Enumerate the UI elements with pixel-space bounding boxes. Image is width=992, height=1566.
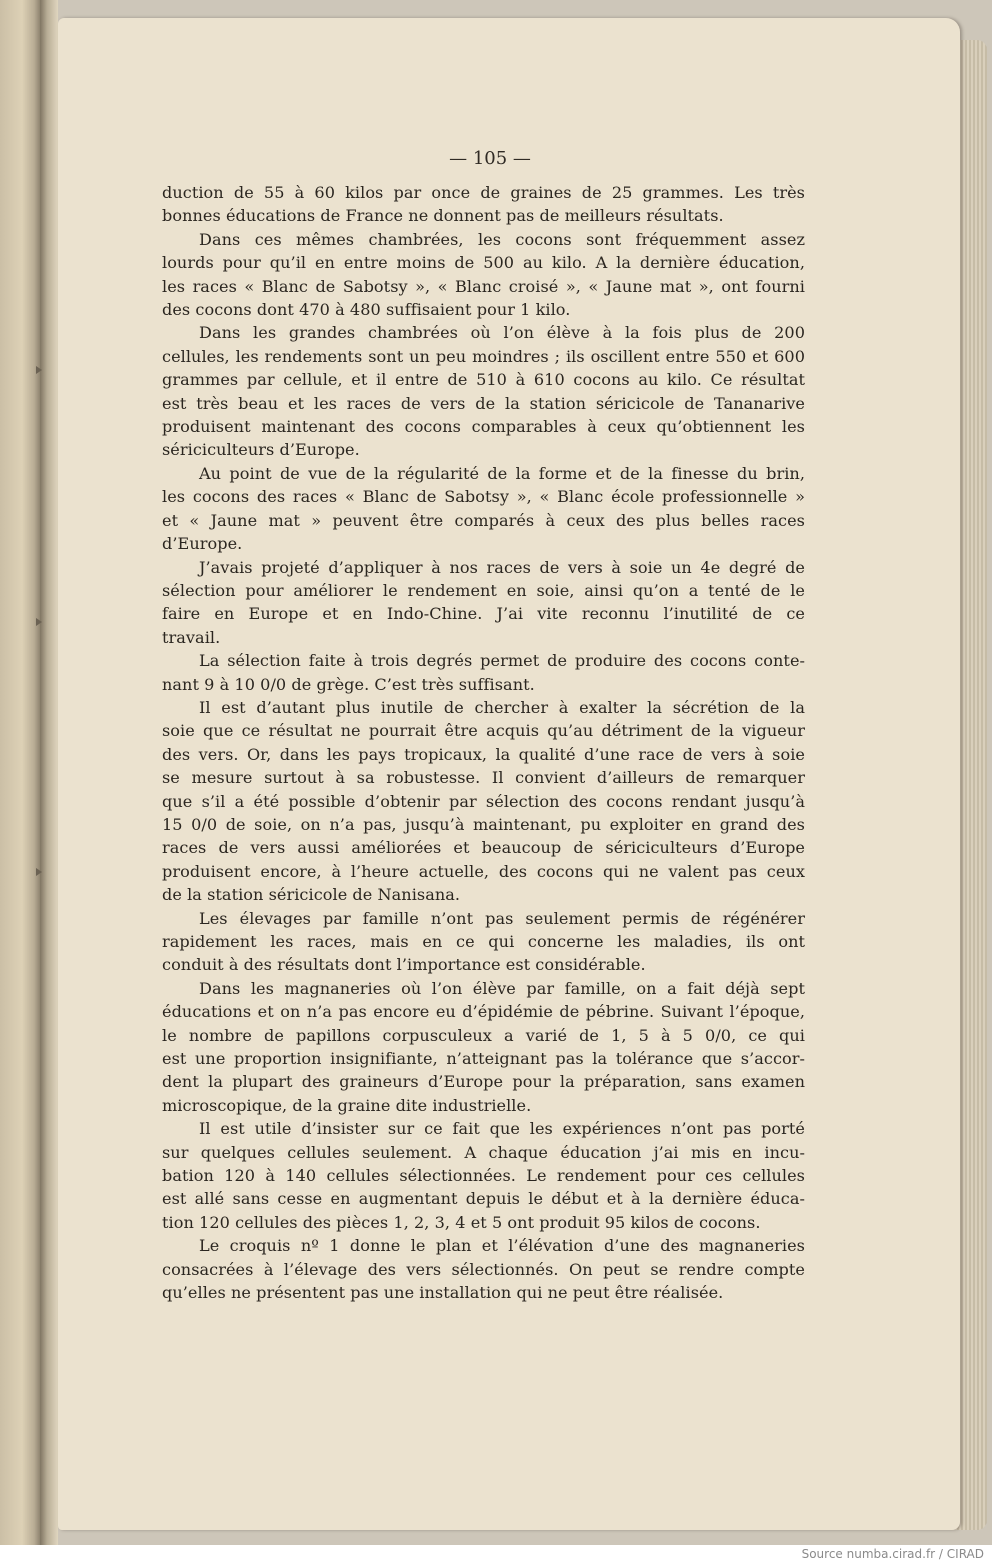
text-line: travail. xyxy=(162,627,221,647)
text-line: rapidement les races, mais en ce qui concerne les maladies, ils ont xyxy=(162,932,805,951)
text-line: le nombre de papillons corpusculeux a varié de 1, 5 à 5 0/0, ce qui xyxy=(162,1025,805,1045)
text-line: tion 120 cellules des pièces 1, 2, 3, 4 et 5 ont produit 95 kilos de cocons. xyxy=(162,1212,761,1232)
text-line: microscopique, de la graine dite industrielle. xyxy=(162,1095,532,1115)
text-line: et « Jaune mat » peuvent être comparés à ceux des plus belles races xyxy=(162,510,805,530)
text-line: est allé sans cesse en augmentant depuis le début et à la dernière éduca- xyxy=(162,1189,805,1209)
text-line: se mesure surtout à sa robustesse. Il convient d’ailleurs de remarquer xyxy=(162,768,805,788)
text-line: Au point de vue de la régularité de la forme et de la finesse du brin, xyxy=(199,463,805,483)
body-text xyxy=(162,181,805,1305)
text-line: est très beau et les races de vers de la station séricicole de Tananarive xyxy=(162,393,805,413)
text-line: 15 0/0 de soie, on n’a pas, jusqu’à maintenant, pu exploiter en grand des xyxy=(162,814,805,834)
text-line: des cocons dont 470 à 480 suffisaient pour 1 kilo. xyxy=(162,300,571,320)
text-line: Dans les grandes chambrées où l’on élève à la fois plus de 200 xyxy=(199,323,805,343)
source-credit: Source numba.cirad.fr / CIRAD xyxy=(801,1547,984,1561)
text-line: conduit à des résultats dont l’importance est considérable. xyxy=(162,955,646,975)
text-line: races de vers aussi améliorées et beaucoup de sériciculteurs d’Europe xyxy=(162,838,805,858)
text-line: produisent encore, à l’heure actuelle, des cocons qui ne valent pas ceux xyxy=(162,861,805,881)
text-line: duction de 55 à 60 kilos par once de graines de 25 grammes. Les très xyxy=(162,183,805,202)
margin-mark xyxy=(36,618,42,626)
text-line: que s’il a été possible d’obtenir par sélection des cocons rendant jusqu’à xyxy=(162,791,805,811)
text-line: sur quelques cellules seulement. A chaque éducation j’ai mis en incu- xyxy=(162,1142,805,1162)
text-line: les cocons des races « Blanc de Sabotsy », « Blanc école professionnelle » xyxy=(162,487,805,507)
text-line: La sélection faite à trois degrés permet de produire des cocons conte- xyxy=(199,651,805,671)
text-line: Il est d’autant plus inutile de chercher à exalter la sécrétion de la xyxy=(199,697,805,717)
text-line: qu’elles ne présentent pas une installation qui ne peut être réalisée. xyxy=(162,1283,724,1303)
text-line: éducations et on n’a pas encore eu d’épidémie de pébrine. Suivant l’époque, xyxy=(162,1002,805,1022)
text-line: de la station séricicole de Nanisana. xyxy=(162,885,461,905)
margin-mark xyxy=(36,868,42,876)
text-line: est une proportion insignifiante, n’atteignant pas la tolérance que s’accor- xyxy=(162,1049,805,1069)
text-line: Le croquis nº 1 donne le plan et l’élévation d’une des magnaneries xyxy=(199,1236,805,1256)
text-line: bonnes éducations de France ne donnent pas de meilleurs résultats. xyxy=(162,206,724,226)
text-line: nant 9 à 10 0/0 de grège. C’est très suffisant. xyxy=(162,674,535,694)
text-line: d’Europe. xyxy=(162,534,243,554)
text-line: consacrées à l’élevage des vers sélectionnés. On peut se rendre compte xyxy=(162,1259,805,1279)
text-line: dent la plupart des graineurs d’Europe pour la préparation, sans examen xyxy=(162,1072,805,1092)
margin-mark xyxy=(36,366,42,374)
previous-page-edge xyxy=(0,0,40,1545)
text-line: cellules, les rendements sont un peu moindres ; ils oscillent entre 550 et 600 xyxy=(162,346,805,366)
text-line: sélection pour améliorer le rendement en soie, ainsi qu’on a tenté de le xyxy=(162,580,805,600)
text-line: bation 120 à 140 cellules sélectionnées. Le rendement pour ces cellules xyxy=(162,1166,805,1186)
text-line: les races « Blanc de Sabotsy », « Blanc croisé », « Jaune mat », ont fourni xyxy=(162,276,805,296)
text-line: produisent maintenant des cocons comparables à ceux qu’obtiennent les xyxy=(162,417,805,437)
text-line: sériciculteurs d’Europe. xyxy=(162,440,360,460)
book-gutter xyxy=(40,0,58,1545)
text-line: Les élevages par famille n’ont pas seulement permis de régénérer xyxy=(199,908,805,928)
text-line: faire en Europe et en Indo-Chine. J’ai vite reconnu l’inutilité de ce xyxy=(162,604,805,624)
page-number: — 105 — xyxy=(449,148,531,169)
text-line: lourds pour qu’il en entre moins de 500 au kilo. A la dernière éducation, xyxy=(162,253,805,273)
text-line: soie que ce résultat ne pourrait être acquis qu’au détriment de la vigueur xyxy=(162,721,805,741)
text-line: grammes par cellule, et il entre de 510 à 610 cocons au kilo. Ce résultat xyxy=(162,370,805,390)
text-line: des vers. Or, dans les pays tropicaux, la qualité d’une race de vers à soie xyxy=(162,744,805,764)
text-line: Dans les magnaneries où l’on élève par famille, on a fait déjà sept xyxy=(199,978,805,998)
text-line: Il est utile d’insister sur ce fait que les expériences n’ont pas porté xyxy=(199,1119,805,1139)
text-line: Dans ces mêmes chambrées, les cocons sont fréquemment assez xyxy=(199,229,805,249)
text-line: J’avais projeté d’appliquer à nos races de vers à soie un 4e degré de xyxy=(199,557,805,577)
